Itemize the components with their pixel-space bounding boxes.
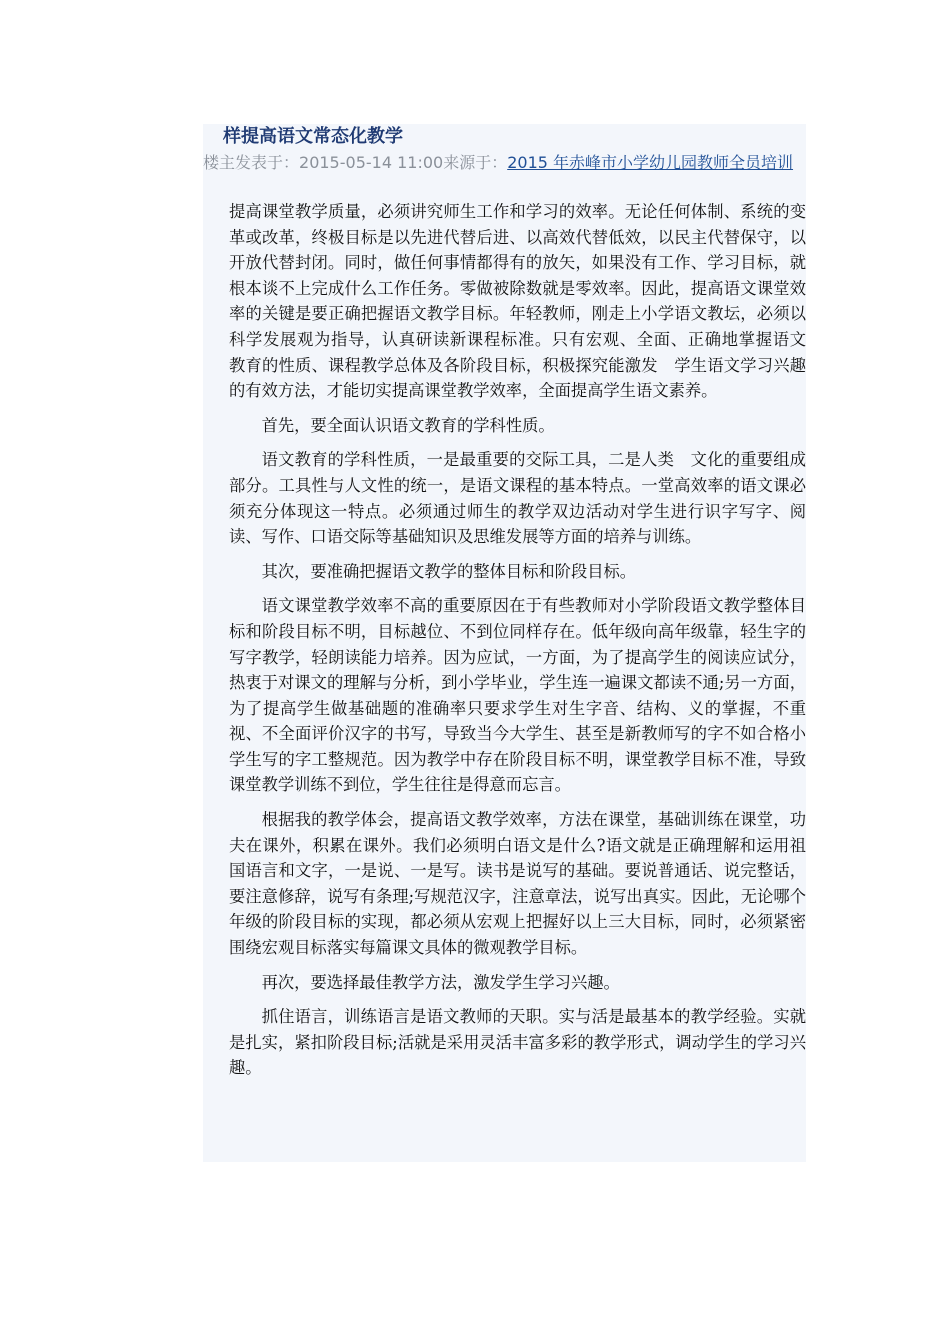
paragraph: 抓住语言，训练语言是语文教师的天职。实与活是最基本的教学经验。实就是扎实，紧扣阶段目标;活就是采用灵活丰富多彩的教学形式，调动学生的学习兴趣。 — [229, 1007, 806, 1078]
section-heading: 首先，要全面认识语文教育的学科性质。 — [261, 415, 555, 435]
page-title: 样提高语文常态化教学 — [223, 126, 403, 147]
paragraph: 语文教育的学科性质，一是最重要的交际工具，二是人类 文化的重要组成部分。工具性与人文性的统一，是语文课程的基本特点。一堂高效率的语文课必须充分体现这一特点。必须通过师生的教学双边活动对学生进行识字写字、阅读、写作、口语交际等基础知识及思维发展等方面的培养与训练。 — [229, 450, 806, 547]
posted-date: 2015-05-14 11:00 — [299, 153, 444, 172]
article-body — [229, 199, 823, 1081]
section-heading: 其次，要准确把握语文教学的整体目标和阶段目标。 — [261, 561, 637, 581]
post-meta — [203, 150, 806, 175]
paragraph: 根据我的教学体会，提高语文教学效率，方法在课堂，基础训练在课堂，功夫在课外，积累在课外。我们必须明白语文是什么?语文就是正确理解和运用祖国语言和文字，一是说、一是写。读书是说写的基础。要说普通话、说完整话，要注意修辞，说写有条理;写规范汉字，注意章法，说写出真实。因此，无论哪个年级的阶段目标的实现，都必须从宏观上把握好以上三大目标，同时，必须紧密围绕宏观目标落实每篇课文具体的微观教学目标。 — [229, 810, 806, 958]
posted-label: 楼主发表于： — [203, 153, 300, 172]
paragraph: 提高课堂教学质量，必须讲究师生工作和学习的效率。无论任何体制、系统的变革或改革，终极目标是以先进代替后进、以高效代替低效，以民主代替保守，以开放代替封闭。同时，做任何事情都得有的放矢，如果没有工作、学习目标，就根本谈不上完成什么工作任务。零做被除数就是零效率。因此，提高语文课堂效率的关键是要正确把握语文教学目标。年轻教师，刚走上小学语文教坛，必须以科学发展观为指导，认真研读新课程标准。只有宏观、全面、正确地掌握语文 教育的性质、课程教学总体及各阶段目标，积极探究能激发 学生语文学习兴趣的有效方法，才能切实提高课堂教学效率，全面提高学生语文素养。 — [229, 202, 823, 401]
section-heading: 再次，要选择最佳教学方法，激发学生学习兴趣。 — [261, 972, 620, 992]
paragraph: 语文课堂教学效率不高的重要原因在于有些教师对小学阶段语文教学整体目标和阶段目标不明，目标越位、不到位同样存在。低年级向高年级靠，轻生字的写字教学，轻朗读能力培养。因为应试，一方面，为了提高学生的阅读应试分，热衷于对课文的理解与分析，到小学毕业，学生连一遍课文都读不通;另一方面，为了提高学生做基础题的准确率只要求学生对生字音、结构、义的掌握，不重视、不全面评价汉字的书写，导致当今大学生、甚至是新教师写的字不如合格小学生写的字工整规范。因为教学中存在阶段目标不明，课堂教学目标不准，导致课堂教学训练不到位，学生往往是得意而忘言。 — [229, 596, 806, 795]
source-link[interactable]: 2015 年赤峰市小学幼儿园教师全员培训 — [507, 153, 794, 172]
source-label: 来源于： — [443, 153, 508, 172]
